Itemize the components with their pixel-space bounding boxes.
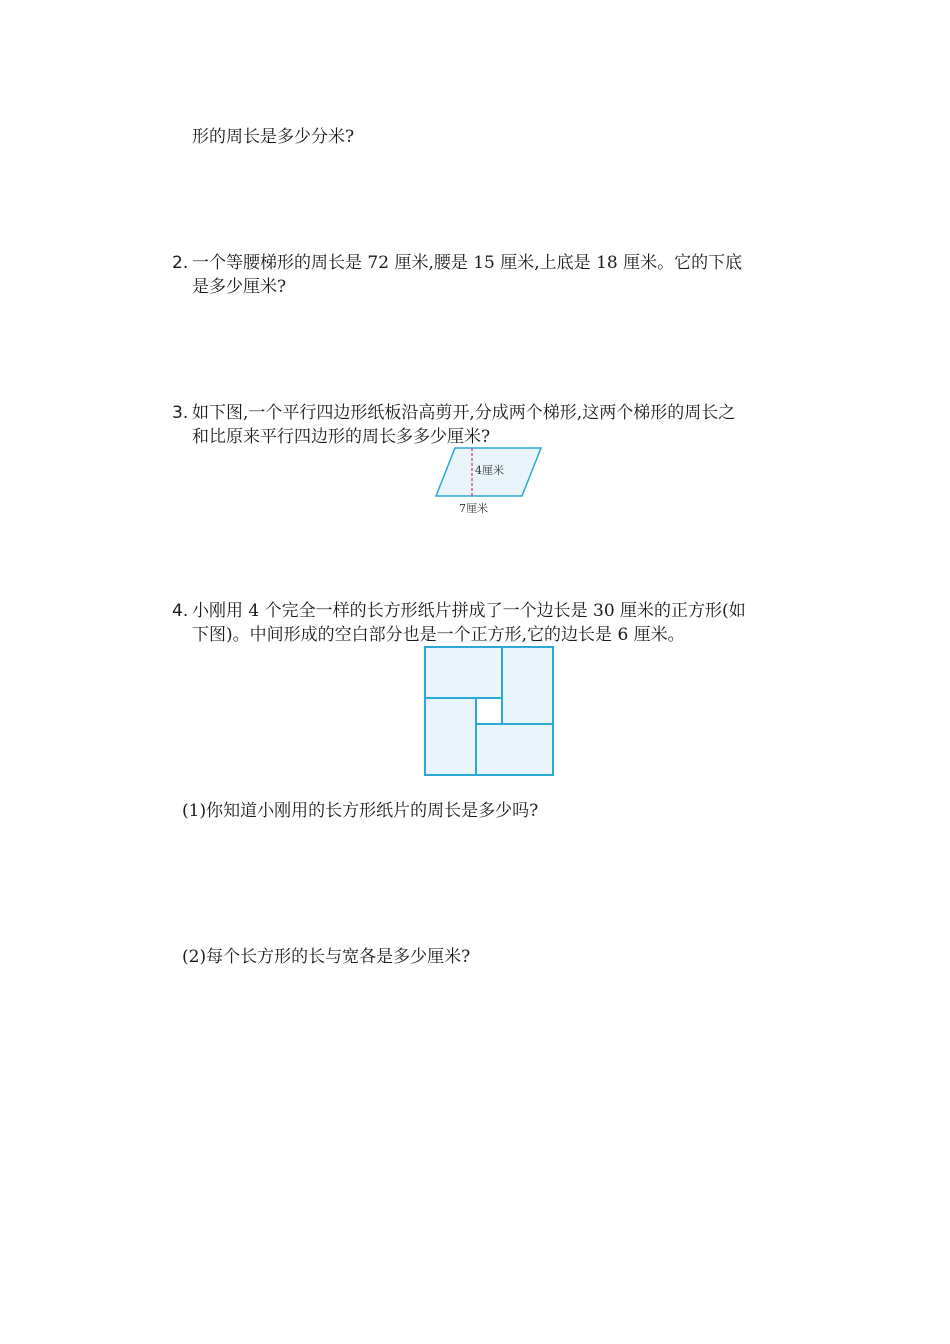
q3-line1: 如下图,一个平行四边形纸板沿高剪开,分成两个梯形,这两个梯形的周长之 [192,403,736,423]
rectangle-bottom-left [425,698,476,775]
rectangle-top-right [502,647,553,724]
q4-line1: 小刚用 4 个完全一样的长方形纸片拼成了一个边长是 30 厘米的正方形(如 [192,601,746,621]
height-label: 4厘米 [475,464,504,477]
rectangle-bottom-right [476,724,553,775]
q2-line2: 是多少厘米? [192,277,287,297]
q1-tail-text: 形的周长是多少分米? [192,127,355,147]
base-label: 7厘米 [459,502,488,515]
q3-line2: 和比原来平行四边形的周长多多少厘米? [192,427,491,447]
q4-line2: 下图)。中间形成的空白部分也是一个正方形,它的边长是 6 厘米。 [192,625,685,645]
parallelogram-figure [425,440,555,520]
q3-number: 3. [172,403,189,423]
square-puzzle-figure [420,642,560,782]
center-empty-square [476,698,502,724]
q4-number: 4. [172,601,189,621]
rectangle-top-left [425,647,502,698]
q2-number: 2. [172,253,189,273]
q4-sub1: (1)你知道小刚用的长方形纸片的周长是多少吗? [182,801,539,821]
q4-sub2: (2)每个长方形的长与宽各是多少厘米? [182,947,471,967]
q2-line1: 一个等腰梯形的周长是 72 厘米,腰是 15 厘米,上底是 18 厘米。它的下底 [192,253,743,273]
